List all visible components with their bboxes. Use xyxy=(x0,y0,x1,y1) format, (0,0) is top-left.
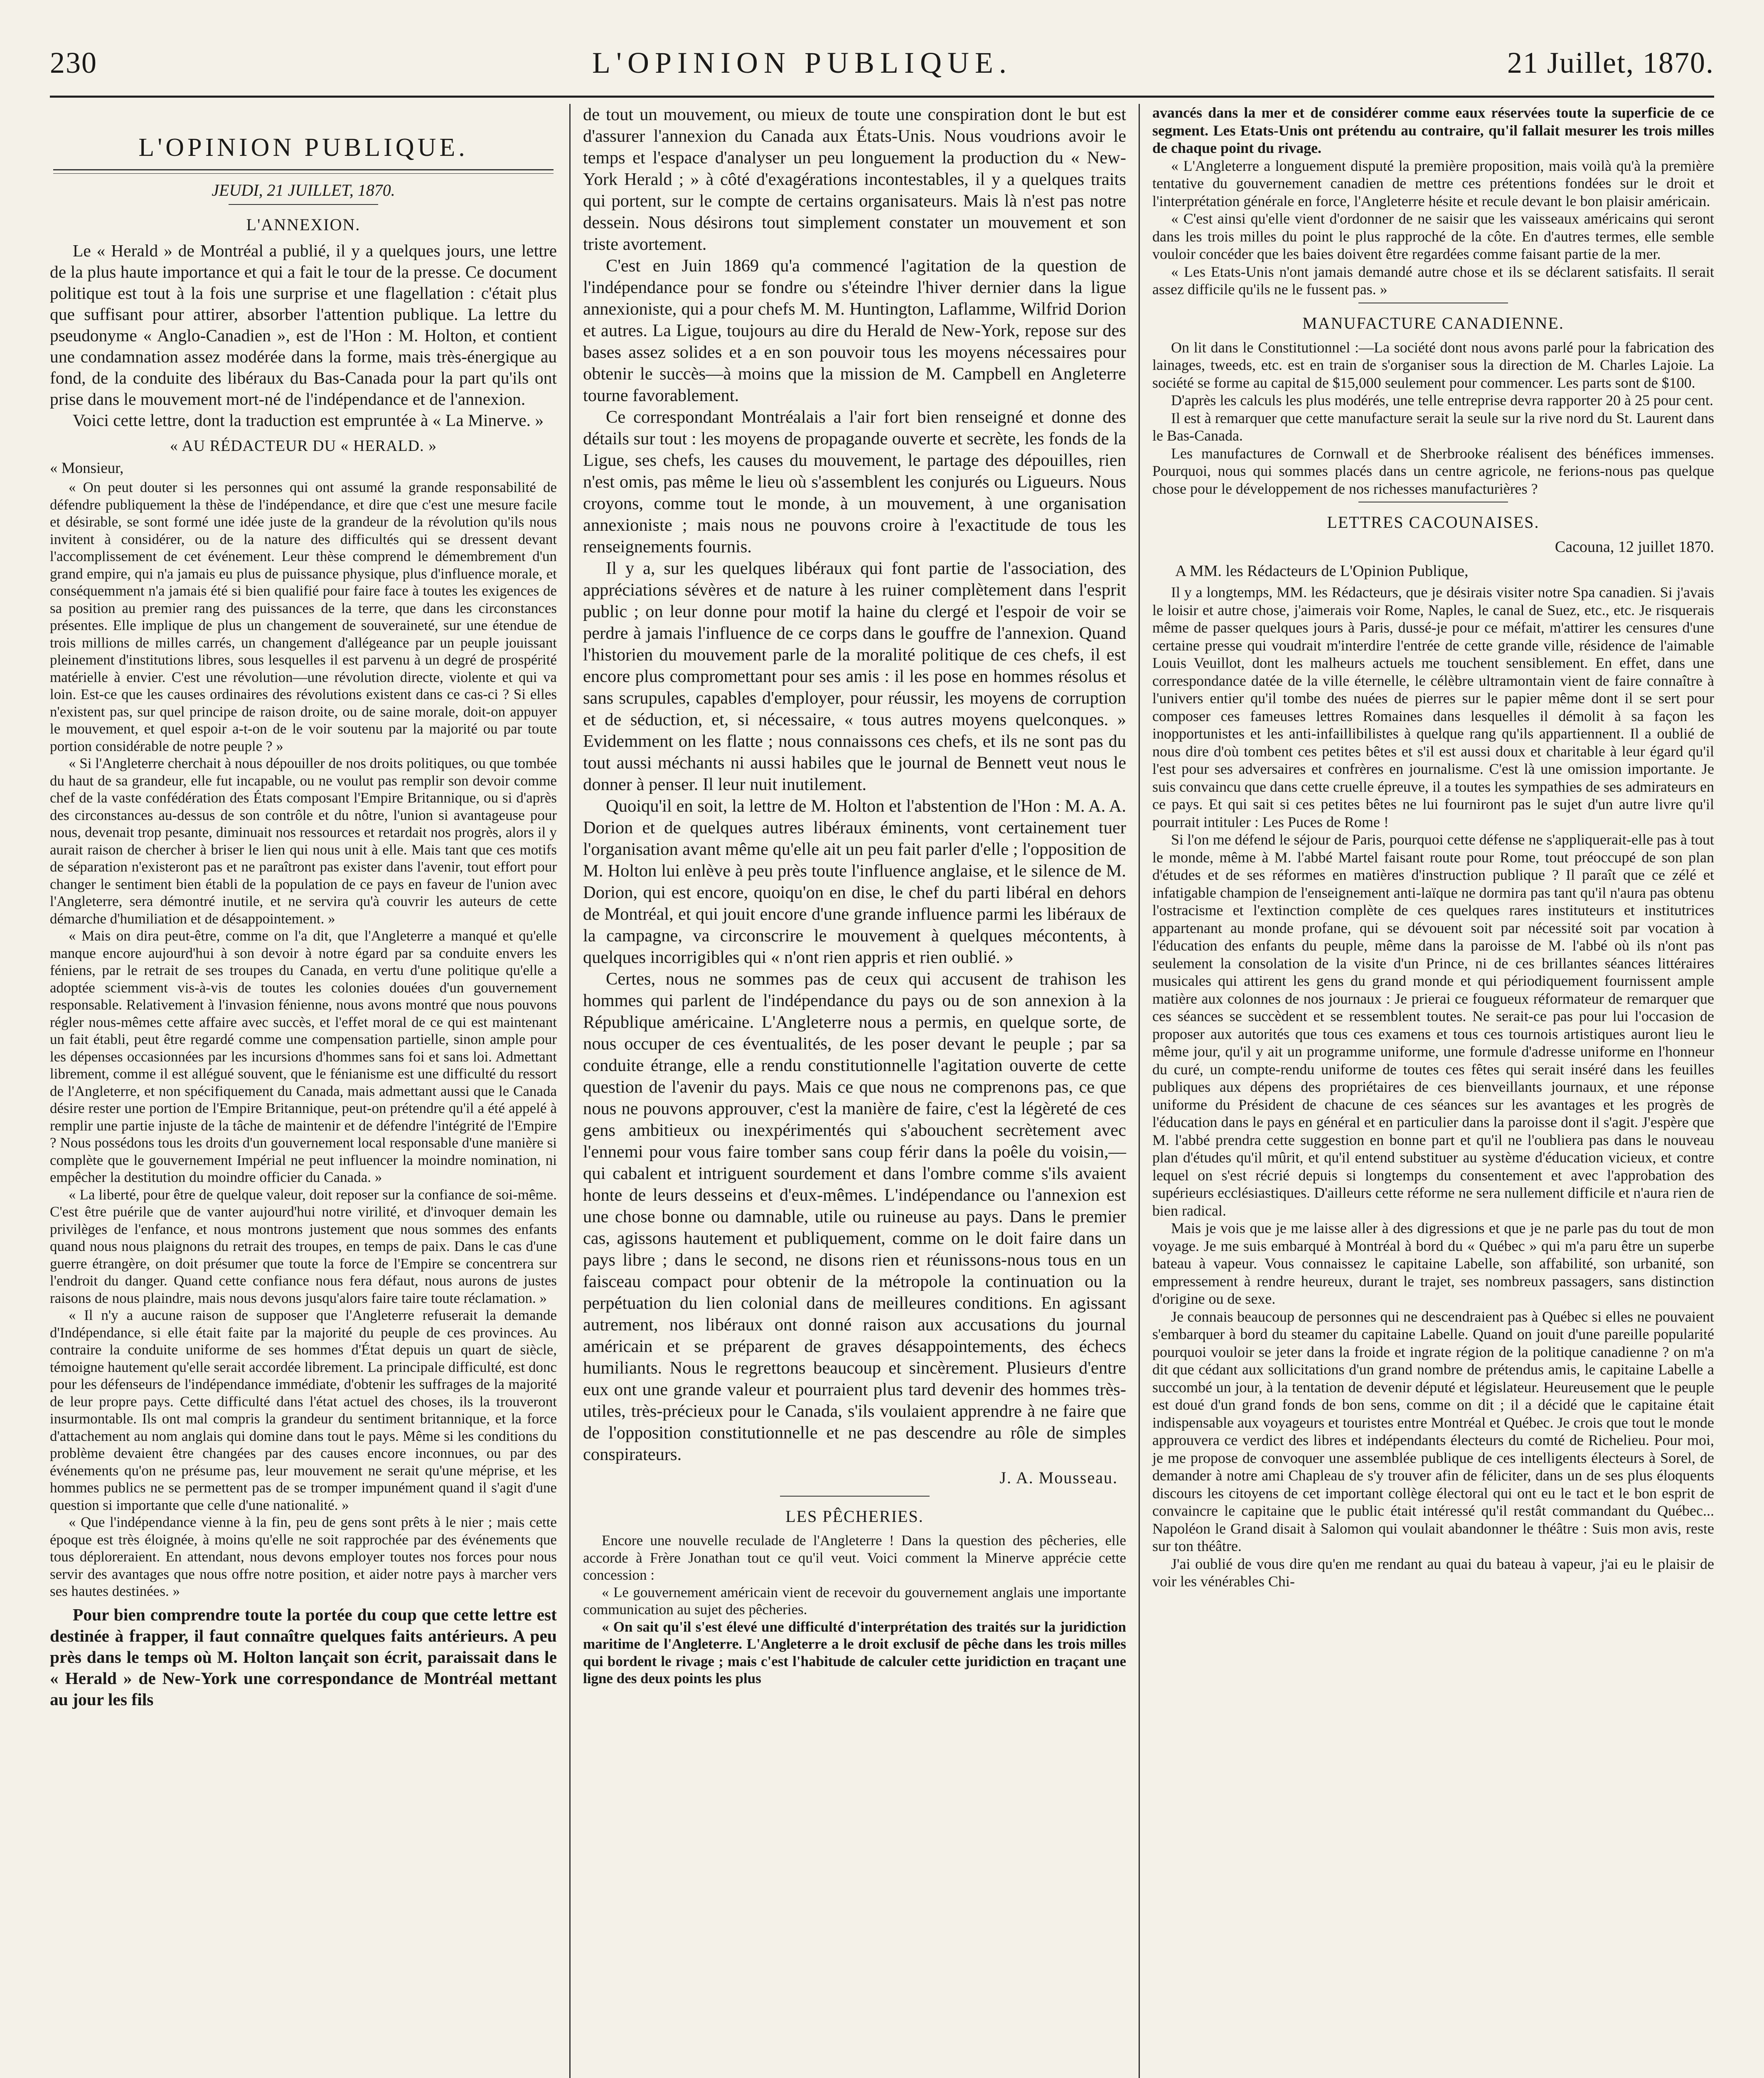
article-paragraph: Il y a, sur les quelques libéraux qui font partie de l'association, des appréciations sévères et de nature à les ruiner complètement dans l'esprit public ; on leur donne pour motif la haine du clergé et l'espoir de voir se perdre à jamais l'influence de ce corps dans le gouffre de l'annexion. Quand l'historien du mouvement parle de la moralité politique de ces chefs, il est encore plus compromettant pour ses amis : il les pose en hommes résolus et sans scrupules, capables d'employer, pour réussir, les moyens de corruption et de séduction, et, si nécessaire, « tous autres moyens quelconques. » Evidemment on les flatte ; nous connaissons ces chefs, et ils ne sont pas du tout aussi méchants ni aussi habiles que le journal de Bennett veut nous le donner à penser. Il leur nuit inutilement. xyxy=(583,559,1126,794)
section-rule xyxy=(780,1496,930,1497)
article-paragraph: Voici cette lettre, dont la traduction est empruntée à « La Minerve. » xyxy=(73,411,544,430)
article-paragraph: C'est en Juin 1869 qu'a commencé l'agitation de la question de l'indépendance pour se fondre ou s'éteindre l'hiver dernier dans la ligue annexioniste, qui a pour chefs M. M. Huntington, Laflamme, Wilfrid Dorion et autres. La Ligue, toujours au dire du Herald de New-York, repose sur des bases assez solides et a en son pouvoir tous les moyens nécessaires pour obtenir le succès—à moins que la mission de M. Campbell en Angleterre tourne favorablement. xyxy=(583,256,1126,405)
column-2 xyxy=(569,104,1139,2078)
column-1 xyxy=(50,104,569,2078)
quote-paragraph: « L'Angleterre a longuement disputé la première proposition, mais voilà qu'à la première tentative du gouvernement canadien de mettre ces prétentions fondées sur le droit et l'interprétation générale en force, l'Angleterre hésite et recule devant le bon plaisir américain. xyxy=(1152,157,1714,209)
section-title-lettres: LETTRES CACOUNAISES. xyxy=(1327,513,1540,532)
quote-paragraph: « Les Etats-Unis n'ont jamais demandé autre chose et ils se déclarent satisfaits. Il serait assez difficile qu'ils ne le fussent pas. » xyxy=(1152,263,1714,298)
letter-paragraph: J'ai oublié de vous dire qu'en me rendant au quai du bateau à vapeur, j'ai eu le plaisir de voir les vénérables Chi- xyxy=(1152,1555,1714,1590)
quote-paragraph: « Le gouvernement américain vient de recevoir du gouvernement anglais une importante communication au sujet des pêcheries. xyxy=(583,1584,1126,1618)
article-paragraph: D'après les calculs les plus modérés, une telle entreprise devra rapporter 20 à 25 pour cent. xyxy=(1171,392,1713,409)
quote-paragraph: « C'est ainsi qu'elle vient d'ordonner de ne saisir que les vaisseaux américains qui seront dans les trois milles du point le plus rapproché de la côte. En d'autres termes, elle semble vouloir concéder que les baies doivent être regardées comme faisant partie de la mer. xyxy=(1152,210,1714,262)
header-rule xyxy=(50,96,1714,98)
issue-date: 21 Juillet, 1870. xyxy=(1507,46,1714,79)
article-paragraph: Encore une nouvelle reculade de l'Angleterre ! Dans la question des pêcheries, elle accorde à Frère Jonathan tout ce qu'il veut. Voici comment la Minerve apprécie cette concession : xyxy=(583,1532,1126,1583)
letter-paragraph: « Si l'Angleterre cherchait à nous dépouiller de nos droits politiques, ou que tombée du haut de sa grandeur, elle fut incapable, ou ne voulut pas remplir son devoir comme chef de la vaste confédération des États composant l'Empire Britannique, ou si d'après des circonstances au-dessus de son contrôle et du nôtre, l'union si avantageuse pour nous, devenait trop pesante, diminuait nos ressources et retardait nos progrès, alors il y aurait raison de chercher à briser le lien qui nous unit à elle. Mais tant que ces motifs de séparation n'existeront pas et ne paraîtront pas exister dans l'avenir, tout effort pour changer le sentiment bien établi de la population de ce pays en faveur de l'union avec l'Angleterre, sera démontré inutile, et ne servira qu'à couvrir les auteurs de cette démarche d'humiliation et de désappointement. » xyxy=(50,755,557,927)
article-paragraph: Il est à remarquer que cette manufacture serait la seule sur la rive nord du St. Laurent dans le Bas-Canada. xyxy=(1152,409,1714,444)
article-paragraph: de tout un mouvement, ou mieux de toute une conspiration dont le but est d'assurer l'annexion du Canada aux États-Unis. Nous voudrions avoir le temps et l'espace d'analyser un peu longuement la production du « New-York Herald ; » à côté d'exagérations incontestables, il y a quelques traits qui portent, sur le compte de certains organisateurs. Mais là n'est pas notre dessein. Nous désirons tout simplement constater un mouvement et son triste avortement. xyxy=(583,105,1126,254)
section-title-manufacture: MANUFACTURE CANADIENNE. xyxy=(1302,313,1564,332)
dateline: JEUDI, 21 JUILLET, 1870. xyxy=(212,181,395,199)
letter-salutation: « Monsieur, xyxy=(50,460,124,477)
masthead: L'OPINION PUBLIQUE. xyxy=(138,133,468,162)
letter-paragraph: Je connais beaucoup de personnes qui ne descendraient pas à Québec si elles ne pouvaient s'embarquer à bord du steamer du capitaine Labelle. Quand on jouit d'une pareille popularité pourquoi vouloir se jeter dans la froide et ingrate région de la politique canadienne ? on m'a dit que cédant aux sollicitations d'un grand nombre de prétendus amis, le capitaine Labelle a succombé un jour, à la tentation de devenir député et législateur. Heureusement que le peuple est doué d'un grand fonds de bon sens, comme on dit ; il a décidé que le capitaine était indispensable aux voyageurs et touristes entre Montréal et Québec. Je crois que tout le monde approuvera ce verdict des libres et indépendants électeurs du comté de Richelieu. Pour moi, je me propose de convoquer une assemblée publique de ces intelligents électeurs à Sorel, de demander à notre ami Chapleau de s'y trouver afin de féliciter, dans un de ses plus éloquents discours les citoyens de cet important collège électoral qui ont eu le tact et le bon esprit de convaincre le capitaine que le public était intéressé qu'il restât commandant du Québec... Napoléon le Grand disait à Salomon qui voulait abandonner le théâtre : Suis mon avis, reste sur ton théâtre. xyxy=(1152,1308,1714,1554)
article-paragraph: Les manufactures de Cornwall et de Sherbrooke réalisent des bénéfices immenses. Pourquoi, nous qui sommes placés dans un centre agricole, ne ferions-nous pas quelque chose pour le développement de nos richesses manufacturières ? xyxy=(1152,445,1714,497)
letter-paragraph: Mais je vois que je me laisse aller à des digressions et que je ne parle pas du tout de mon voyage. Je me suis embarqué à Montréal à bord du « Québec » qui m'a paru être un superbe bateau à vapeur. Vous connaissez le capitaine Labelle, son affabilité, son urbanité, son empressement à rendre heureux, durant le trajet, ses nombreux passagers, sans distinction d'origine ou de sexe. xyxy=(1152,1220,1714,1307)
article-paragraph: Le « Herald » de Montréal a publié, il y a quelques jours, une lettre de la plus haute importance et qui a fait le tour de la presse. Ce document politique est tout à la fois une surprise et une flagellation : c'était plus que suffisant pour attirer, absorber l'attention publique. La lettre du pseudonyme « Anglo-Canadien », est de l'Hon : M. Holton, et contient une condamnation assez modérée dans la forme, mais très-énergique au fond, de la conduite des libéraux du Bas-Canada pour la part qu'ils ont prise dans le mouvement mort-né de l'indépendance et de l'annexion. xyxy=(50,241,557,409)
article-paragraph: Quoiqu'il en soit, la lettre de M. Holton et l'abstention de l'Hon : M. A. A. Dorion et de quelques autres libéraux éminents, vont certainement tuer l'organisation avant même qu'elle ait un peu fait parler d'elle ; l'opposition de M. Holton lui enlève à peu près toute l'influence anglaise, et le silence de M. Dorion, qui est encore, quoiqu'on en dise, le chef du parti libéral en dehors de Montréal, et qui jouit encore d'une grande influence parmi les libéraux de la campagne, va circonscrire le mouvement à quelques mécontents, à quelques incorrigibles qui « n'ont rien appris et rien oublié. » xyxy=(583,796,1126,967)
article-paragraph: Certes, nous ne sommes pas de ceux qui accusent de trahison les hommes qui parlent de l'indépendance du pays ou de son annexion à la République américaine. L'Angleterre nous a permis, en quelque sorte, de nous occuper de ces éventualités, de les poser devant le peuple ; par sa conduite étrange, elle a rendu constitutionnelle l'agitation ouverte de cette question de l'avenir du pays. Mais ce que nous ne comprenons pas, ce que nous ne pouvons approuver, c'est la manière de faire, c'est la légèreté de ces gens ambitieux ou inexpérimentés qui s'abouchent secrètement avec l'ennemi pour vous faire tomber sans coup férir dans la poêle du voisin,—qui cabalent et intriguent sourdement et dans l'ombre comme s'ils avaient honte de leurs desseins et d'eux-mêmes. L'indépendance ou l'annexion est une chose bonne ou damnable, utile ou ruineuse au pays. Dans le premier cas, agissons hautement et publiquement, comme on le doit faire dans un pays libre ; dans le second, ne disons rien et réunissons-nous tous en un faisceau compact pour obtenir de la métropole la continuation ou la perpétuation du lien colonial dans de meilleures conditions. En agissant autrement, nos libéraux ont donné raison aux accusations du journal américain et se préparent de graves désappointements, des échecs humiliants. Nous le regrettons beaucoup et sincèrement. Plusieurs d'entre eux ont une grande valeur et pourraient plus tard devenir des hommes très-utiles, très-précieux pour le Canada, s'ils voulaient apprendre à ne faire que de l'opposition constitutionnelle et ne pas descendre au rôle de simples conspirateurs. xyxy=(583,969,1126,1464)
letter-paragraph: « Que l'indépendance vienne à la fin, peu de gens sont prêts à le nier ; mais cette époque est très éloignée, à moins qu'elle ne soit rapprochée par des événements que tous déploreraient. En attendant, nous devons employer toutes nos forces pour nous servir des avantages que nous offre notre position, et aider notre pays à marcher vers ses hautes destinées. » xyxy=(50,1514,557,1599)
column-3 xyxy=(1139,104,1714,2078)
letter-paragraph: « Mais on dira peut-être, comme on l'a dit, que l'Angleterre a manqué et qu'elle manque encore aujourd'hui à son devoir à notre égard par sa conduite envers les féniens, par le retrait de ses troupes du Canada, en vertu d'une politique qu'elle a adoptée sciemment vis-à-vis de toutes les colonies douées d'un gouvernement responsable. Relativement à l'invasion fénienne, nous avons montré que nous pouvons régler nous-mêmes cette affaire avec succès, et l'effet moral de ce qui est maintenant un fait établi, peut être regardé comme une compensation partielle, sinon ample pour les dépenses occasionnées par les incursions d'hommes sans foi et sans loi. Admettant librement, comme il est allégué souvent, que le fénianisme est une difficulté du ressort de l'Angleterre, et non spécifiquement du Canada, mais admettant aussi que le Canada désire rester une portion de l'Empire Britannique, peut-on prétendre qu'il a été appelé à remplir une partie injuste de la tâche de maintenir et de défendre l'intégrité de l'Empire ? Nous possédons tous les droits d'un gouvernement local responsable d'une manière si complète que le gouvernement Impérial ne peut influencer la moindre nomination, ni empêcher la destitution du moindre officier du Canada. » xyxy=(50,928,557,1185)
letter-paragraph: « Il n'y a aucune raison de supposer que l'Angleterre refuserait la demande d'Indépendance, si elle était faite par la majorité du peuple de ces provinces. Au contraire la conduite uniforme de ses hommes d'État depuis un quart de siècle, témoigne hautement qu'elle serait accordée librement. La principale difficulté, est donc pour les défenseurs de l'indépendance immédiate, d'obtenir les suffrages de la majorité de leur propre pays. Cette difficulté dans l'état actuel des choses, ils la trouveront insurmontable. Ils ont mal compris la grandeur du sentiment britannique, et la force d'attachement au nom anglais qui domine dans tout le pays. Même si les conditions du problème devaient être changées par des causes encore inconnues, ou par des événements qu'on ne présume pas, leur mouvement ne serait qu'une méprise, et les hommes publics ne se permettent pas de se tromper impunément quand il s'agit d'une question si importante que celle d'une nationalité. » xyxy=(50,1307,557,1513)
columns xyxy=(50,104,1714,2078)
section-title-pecheries: LES PÊCHERIES. xyxy=(785,1507,924,1526)
letter-paragraph: « La liberté, pour être de quelque valeur, doit reposer sur la confiance de soi-même. C'est être puérile que de vanter aujourd'hui notre virilité, et d'invoquer demain les privilèges de l'enfance, et nous montrons justement que nous sommes des enfants quand nous nous plaignons du retrait des troupes, en temps de paix. Dans le cas d'une guerre étrangère, on doit présumer que toute la force de l'Empire se concentrera sur l'endroit du danger. Quand cette confiance nous fera défaut, nous aurons de justes raisons de nous plaindre, mais nous devons jusqu'alors faire taire toute réclamation. » xyxy=(50,1186,557,1306)
section-title-annexion: L'ANNEXION. xyxy=(246,215,361,234)
letter-address: A MM. les Rédacteurs de L'Opinion Publique, xyxy=(1175,562,1469,580)
letter-place-date: Cacouna, 12 juillet 1870. xyxy=(1555,538,1714,556)
dateline-rule xyxy=(229,204,378,205)
quote-paragraph: « On sait qu'il s'est élevé une difficulté d'interprétation des traités sur la juridiction maritime de l'Angleterre. L'Angleterre a le droit exclusif de pêche dans les trois milles qui bordent le rivage ; mais c'est l'habitude de calculer cette juridiction en traçant une ligne des deux points les plus xyxy=(583,1618,1126,1687)
letter-heading: « AU RÉDACTEUR DU « HERALD. » xyxy=(170,437,437,455)
letter-paragraph: Si l'on me défend le séjour de Paris, pourquoi cette défense ne s'appliquerait-elle pas à tout le monde, même à M. l'abbé Martel faisant route pour Rome, tout préoccupé de son plan d'études et de ses réformes en matières d'instruction publique ? Il paraît que ce zélé et infatigable champion de l'enseignement anti-laïque ne dormira pas tant qu'il n'aura pas obtenu l'ostracisme et l'extinction complète de ces quelques rares instituteurs et institutrices appartenant au monde profane, qui se dévouent soit par nécessité soit par vocation à l'éducation des enfants du peuple, même dans la paroisse de M. l'abbé où ils n'ont pas seulement la consolation de la visite d'un Prince, ni de ces brillantes séances littéraires musicales qui attirent les gens du grand monde et qui périodiquement fournissent ample matière aux colonnes de nos journaux : Je prierai ce fougueux réformateur de remarquer que ces séances se succèdent et se ressemblent toutes. Ne serait-ce pas pour lui l'occasion de proposer aux autorités que tous ces examens et tous ces tournois artistiques auront lieu le même jour, qu'il y ait un programme uniforme, une formule d'adresse uniforme en l'honneur du curé, un compte-rendu uniforme de toutes ces fêtes qui serait inséré dans les feuilles publiques aux dépens des propriétaires de ces bienveillants journaux, et une réponse uniforme du Président de chacune de ces séances sur les avantages et les progrès de l'éducation dans le pays en général et en particulier dans la paroisse dont il s'agit. J'espère que M. l'abbé prendra cette suggestion en bonne part et qu'il ne l'oubliera pas dans le nouveau plan d'études qu'il mûrit, et qu'il entend substituer au système d'éducation vicieux, et contre lequel on s'est récrié depuis si longtemps du consentement et avec l'approbation des supérieurs ecclésiastiques. D'ailleurs cette réforme ne sera nullement difficile et n'aura rien de bien radical. xyxy=(1152,831,1714,1219)
signature: J. A. Mousseau. xyxy=(999,1468,1118,1487)
article-paragraph: Ce correspondant Montréalais a l'air fort bien renseigné et donne des détails sur tout : les moyens de propagande ouverte et secrète, les fonds de la Ligue, ses chefs, les causes du mouvement, le partage des dépouilles, rien n'est omis, pas même le lieu où s'assemblent les conjurés ou Ligueurs. Nous croyons, comme tout le monde, à un mouvement, à une organisation annexioniste ; mais nous ne pouvons croire à l'exactitude de tous les renseignements fournis. xyxy=(583,407,1126,556)
letter-paragraph: « On peut douter si les personnes qui ont assumé la grande responsabilité de défendre publiquement la thèse de l'indépendance, et dire que c'est une mesure facile et désirable, se sont formé une idée juste de la grandeur de la révolution qu'ils nous invitent à considérer, ou de la nature des difficultés qui se dressent devant l'accomplissement de cet événement. Leur thèse comprend le démembrement d'un grand empire, qui n'a jamais eu plus de puissance physique, plus d'influence morale, et conséquemment n'a jamais été si bien qualifié pour faire face à toutes les exigences de sa position au premier rang des puissances de la terre, que dans les circonstances présentes. Elle implique de plus un changement de souveraineté, sur une étendue de trois millions de milles carrés, un changement d'allégeance par un peuple jouissant pleinement d'institutions libres, sous lesquelles il est parvenu à un degré de prospérité matérielle à envier. C'est une révolution—une révolution directe, violente et qui va loin. Est-ce que les causes ordinaires des révolutions existent dans ce cas-ci ? Si elles n'existent pas, sur quel principe de raison droite, ou de saine morale, doit-on appuyer le mouvement, et quel espoir a-t-on de le voir soutenu par la majorité ou par toute portion considérable de notre peuple ? » xyxy=(50,479,557,754)
article-paragraph: Pour bien comprendre toute la portée du coup que cette lettre est destinée à frapper, il faut connaître quelques faits antérieurs. A peu près dans le temps où M. Holton lançait son écrit, paraissait dans le « Herald » de New-York une correspondance de Montréal mettant au jour les fils xyxy=(50,1605,557,1709)
journal-title: L'OPINION PUBLIQUE. xyxy=(592,46,1012,79)
quote-paragraph: avancés dans la mer et de considérer comme eaux réservées toute la superficie de ce segment. Les Etats-Unis ont prétendu au contraire, qu'il fallait mesurer les trois milles de chaque point du rivage. xyxy=(1152,104,1714,156)
article-paragraph: On lit dans le Constitutionnel :—La société dont nous avons parlé pour la fabrication des lainages, tweeds, etc. est en train de s'organiser sous la direction de M. Charles Lajoie. La société se forme au capital de $15,000 seulement pour commencer. Les parts sont de $100. xyxy=(1152,339,1714,391)
letter-paragraph: Il y a longtemps, MM. les Rédacteurs, que je désirais visiter notre Spa canadien. Si j'avais le loisir et autre chose, j'aimerais voir Rome, Naples, le canal de Suez, etc., etc. Je risquerais même de passer quelques jours à Paris, dussé-je pour ce méfait, m'attirer les censures d'une certaine presse qui voudrait m'interdire l'entrée de cette grande ville, résidence de l'aimable Louis Veuillot, dont les malheurs actuels me touchent sensiblement. En effet, dans une correspondance datée de la ville éternelle, le célèbre ultramontain vient de faire connaître à l'univers entier qu'il tombe des nuées de pierres sur le papier même dont il se sert pour composer ces fameuses lettres Romaines dans lesquelles il démolit à sa façon les inopportunistes et les anti-infaillibilistes à quelque rang qu'ils appartiennent. Il a oublié de nous dire d'où tombent ces petites bêtes et s'il est aussi doux et charitable à leur égard qu'il l'est pour ses adversaires et confrères en journalisme. C'est là une omission importante. Je suis convaincu que dans cette cruelle épreuve, il a toutes les sympathies de ses admirateurs en ce pays. Et qui sait si ces petites bêtes ne lui fourniront pas le sujet d'un autre livre qu'il pourrait intituler : Les Puces de Rome ! xyxy=(1152,584,1714,830)
running-head xyxy=(50,46,1714,87)
page-number: 230 xyxy=(50,46,97,79)
masthead-rule xyxy=(53,169,554,174)
